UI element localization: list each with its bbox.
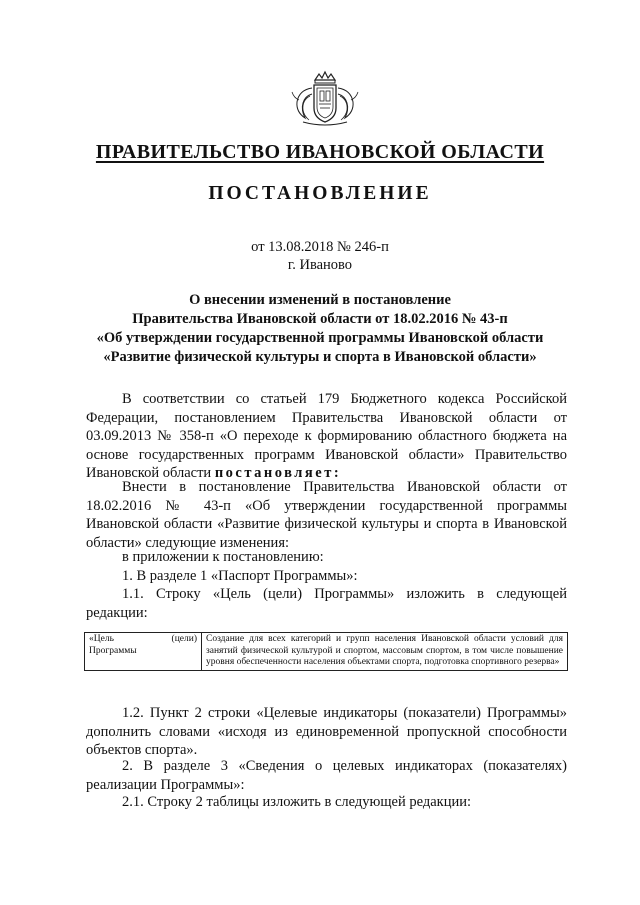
subject-line: Правительства Ивановской области от 18.02.2016 № 43-п <box>132 311 508 327</box>
document-type: ПОСТАНОВЛЕНИЕ <box>208 183 432 204</box>
document-city: г. Иваново <box>287 257 353 273</box>
document-subject <box>60 291 580 367</box>
cell-label-part: «Цель <box>89 634 114 644</box>
item-1-1-paragraph: 1.1. Строку «Цель (цели) Программы» изложить в следующей редакции: <box>86 586 567 621</box>
subject-line: О внесении изменений в постановление <box>189 292 451 308</box>
program-goal-table <box>84 632 568 671</box>
coat-of-arms-icon <box>289 70 361 128</box>
appendix-paragraph: в приложении к постановлению: <box>122 549 324 565</box>
government-title-text: ПРАВИТЕЛЬСТВО ИВАНОВСКОЙ ОБЛАСТИ <box>95 141 545 163</box>
preamble-text: В соответствии со статьей 179 Бюджетного кодекса Российской Федерации, постановлением Правительства Ивановской области от 03.09.2013 № 358-п «О переходе к формированию областного бюджета на основе государственных программ Ивановской области» Правительство Ивановской области <box>86 391 567 481</box>
document-date-number: от 13.08.2018 № 246-п <box>251 239 389 255</box>
cell-label-part: (цели) <box>171 634 197 644</box>
government-title <box>0 141 640 164</box>
section-2-paragraph: 2. В разделе 3 «Сведения о целевых индикаторах (показателях) реализации Программы»: <box>86 758 567 793</box>
subject-line: «Развитие физической культуры и спорта в Ивановской области» <box>103 349 537 365</box>
amendment-intro-paragraph: Внести в постановление Правительства Ивановской области от 18.02.2016 № 43-п «Об утверждении государственной программы Ивановской области «Развитие физической культуры и спорта в Ивановской области» следующие изменения: <box>86 479 567 551</box>
item-1-2-paragraph: 1.2. Пункт 2 строки «Целевые индикаторы (показатели) Программы» дополнить словами «исходя из единовременной пропускной способности объектов спорта». <box>86 705 567 758</box>
cell-label-part: Программы <box>89 645 137 656</box>
resolves-word: постановляет: <box>214 465 342 481</box>
table-row <box>85 633 568 671</box>
subject-line: «Об утверждении государственной программы Ивановской области <box>96 330 544 346</box>
item-2-1-paragraph: 2.1. Строку 2 таблицы изложить в следующей редакции: <box>122 794 472 810</box>
table-cell-content: Создание для всех категорий и групп населения Ивановской области условий для занятий физической культурой и спортом, массовым спортом, в том числе повышение уровня обеспеченности населения объектами спорта, подготовка спортивного резерва» <box>202 633 568 671</box>
preamble-paragraph <box>86 390 567 483</box>
section-1-paragraph: 1. В разделе 1 «Паспорт Программы»: <box>122 568 358 584</box>
table-cell-label <box>85 633 202 671</box>
